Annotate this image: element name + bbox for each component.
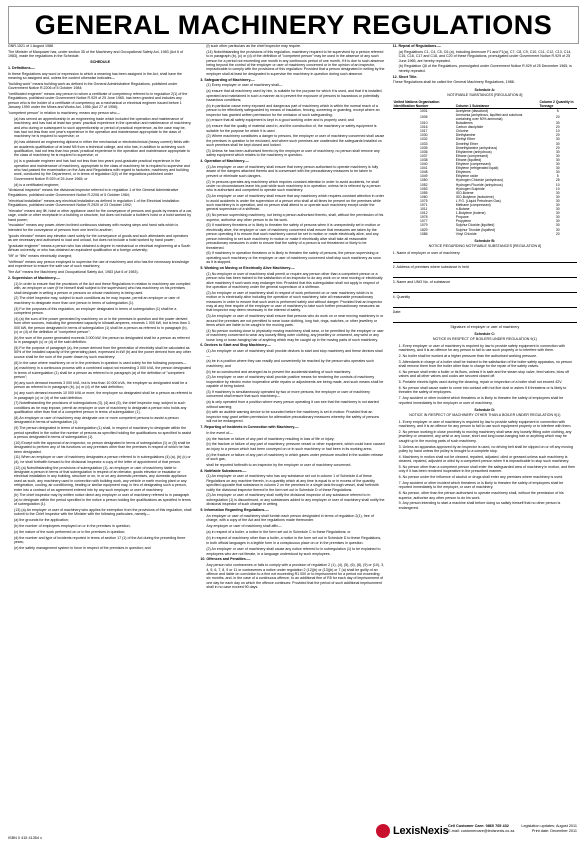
notice-item: 2. No person working in close proximity to moving machinery shall wear any loosely fitting outer clothing, any jewellery or ornament, any wrist or any loose, short and long loose-hanging hair or anything which may be caught up in the moving parts of such machinery. (398, 429, 572, 443)
section-heading: 6. Devices to Start and Stop Machinery.— (200, 343, 271, 348)
quantity-cell: 20 (555, 231, 560, 236)
clause-text: (f) such other particulars as the chief inspector may require. (206, 44, 302, 48)
clause-text: (b) Regulation Q6 of the Regulations, promulgated under Government Notice R.929 of 25 December 1965, is hereby repealed. (398, 64, 572, 73)
clause-text: (c) the nature of the work performed on or in the premises in question; (14, 529, 126, 534)
clause-text: (b) any such demand exceeds 3 000 kVA, but is less than 10 000 kVA, the employer so designated shall be a person as referred to in paragraph (b), (c) or (d) of the said definition; (14, 380, 188, 390)
clause-text: (c) any such demand exceeds 10 000 kVA or more, the employee so designated shall be a person as referred to in paragraph (c) or (d) of the said definition. (14, 391, 193, 400)
substance-cell: L.P.G. (Liquid Petroleum Gas) (455, 198, 501, 203)
clause-text: (13) (a) An employer or user of machinery who applies for exemption from the provisions of this regulation, shall submit to the Chief Inspector with the Minister with the following particulars, namely— (14, 508, 192, 517)
quantity-cell: 30 (555, 227, 560, 232)
substance-cell: Acetylene (dissolved) (455, 108, 489, 113)
substance-cell: Diethylamine (455, 133, 476, 138)
uno-number-cell: 1010 (419, 121, 428, 126)
clause-text: (3) If machinery is simultaneously operated by two or more persons, the employer or user of machinery concerned shall ensure that such machinery— (206, 389, 370, 399)
document-body (8, 44, 577, 820)
substance-cell: Hydrogen Chloride (anhydrous) (455, 178, 504, 183)
substance-cell: Propylene (455, 219, 472, 224)
quantity-cell: 30 (555, 121, 560, 126)
clause-text: (3) An employer or user of machinery shall ensure that persons who do work on or near moving machinery in or around the premises are not permitted to wear loose clothing, long hair, rings, watches, or other jewellery or items which are liable to be caught in the moving parts. (206, 314, 384, 327)
quantity-cell: 30 (555, 207, 560, 212)
substance-cell: Sulphur Dioxide (liquified) (455, 223, 495, 228)
clause-text: (2) In persons operates any machinery which requires constant attention in order to avoid accidents, he shall under no circumstances leave his post while such machinery is in operation, unless he is relieved by a person who is authorised and competent to operate such machinery. (206, 179, 381, 193)
quantity-cell: 30 (555, 166, 560, 171)
clause-text: (4) No person working close to physically moving machinery shall wear, or be permitted by the employer or user of machinery concerned to wear any loosely fitting outer clothing, any jewellery or ornament, any wrist or any loose long or loose-hanging hair of anything which may be caught up in the moving parts of such machinery. (206, 328, 384, 342)
notice-item: 5. Portable electric lights used during the cleaning, repair or inspection of a boiler shall not exceed 42V. (398, 380, 563, 385)
schedule-a-table (393, 100, 577, 236)
clause-text: (1) Every employer or user of machinery shall— (206, 83, 283, 88)
uno-number-cell: 1038 (419, 157, 428, 162)
paragraph: The Minister of Manpower has, under section 35 of the Machinery and Occupational Safety Act, 1983 (Act 6 of 1983), made the regulations in the Schedule. (8, 49, 183, 59)
substance-cell: Ethane (liquified) (455, 157, 482, 162)
form-field-line (393, 271, 577, 278)
schedule-d-title: Schedule D: (474, 407, 496, 412)
quantity-cell: 30 (555, 141, 560, 146)
substance-cell: Dimethyl Ether (455, 141, 479, 146)
schedule-b-subtitle: NOTICE REGARDING NOTIFIABLE SUBSTANCES [REGULATION 8] (428, 244, 542, 249)
column-2 (200, 44, 384, 820)
section-heading: 8. Notifiable Substances.— (200, 468, 247, 473)
clause-text: (4) (a) the sum of the power generated by machinery on or in the premises in question and the power derived from other sources, including the generated capacity in kilowatt-amperes, exceeds 1 000 kW, but is less than 3 000 kW, the person designated in terms of subregulation (1) shall be a person as referred to in paragraph (b), (c) or (d) of the definition of "competent person"; (14, 316, 190, 334)
notice-item: 4. Machinery in motion shall not be cleaned, repaired, adjusted, oiled or greased unless such machinery is cleaned, repaired, adjusted or oiled by a competent person when it is impracticable to stop such machinery. (398, 454, 570, 464)
clause-text: (2) An employer or user of machinery shall cause any notice referred to in subregulation (1) to be explained to employees who are not literate, in a language understood by such employees. (206, 547, 381, 556)
uno-number-cell: 1005 (419, 114, 428, 119)
schedule-b-title: Schedule B: (474, 238, 496, 243)
form-field-label: 3. Name and UNO No. of substance (392, 280, 451, 285)
notice-item: 6. No person under the influence of alcohol or drugs shall enter any premises where machinery is used. (398, 475, 564, 480)
section-heading: 2. Supervision of Machinery.— (8, 275, 61, 280)
paragraph: "certificated engineer" means any person to whom a certificate of competency referred to in regulation 2(1) of the Regulations, published under Government Notice R.929 of 25 June 1965, has been granted and includes any person who is the holder of a certificate of competency as a mechanical or electrical engineer issued before 1 January 1990 under the Mines and Works Act, 1956 (Act 27 of 1956); (8, 92, 188, 110)
clause-text: (6) If machinery in operation threatens or is likely to threaten the safety of persons, the person supervising or operating such machinery or the employer or user of machinery concerned shall stop such machinery as soon as it is stopped. (206, 251, 381, 265)
uno-number-cell: 1037 (419, 153, 428, 158)
clause-text: (d) the number and type of incidents reported in terms of section 17 (1) of the Act during the preceding three years; (14, 535, 186, 545)
quantity-cell: 25 (555, 178, 560, 183)
form-field-label: 2. Address of premises where substance is held (392, 265, 469, 270)
quantity-cell: 30 (555, 198, 560, 203)
uno-number-cell: 1060 (419, 194, 428, 199)
uno-number-cell: 1055 (419, 190, 428, 195)
clause-text: (a) Regulations C1, C4, C5, C6 (a), including Annexure F1 and F1(a), C7, C8, C9, C10, C11, C12, C13, C14, C15, C16, C17 and C18, and C20 of these Regulations, promulgated under Government Notice R.929 of 25 June 1965, are hereby repealed. (398, 49, 572, 63)
substance-cell: Ethane (compressed) (455, 153, 489, 158)
quantity-cell: 30 (555, 211, 560, 216)
substance-cell: Vinyl Chloride (455, 231, 477, 236)
uno-number-cell: 1086 (419, 231, 428, 236)
notice-item: 8. No person, other than the person authorised to operate machinery shall, without the permission of his superior, authorise any other person to do his work. (398, 491, 564, 500)
clause-text: (a) machinery in a continuous process with a combined output not exceeding 3 000 kVA, the person designated in terms of subregulation (1) shall be a person as referred to in paragraph (a) of the definition of "competent person"; (14, 366, 191, 380)
publisher-logo (376, 824, 448, 838)
schedule-c-items (393, 344, 577, 405)
clause-text: Any employer or user of machinery shall affix— (206, 524, 282, 529)
quantity-cell: 20 (555, 133, 560, 138)
paragraph: "escalator" means any power-driven inclined continuous stairway with moving steps and hand rails which is intended for the conveyance of persons from one level to another; (8, 223, 179, 232)
substance-cell: Ethylenes (455, 170, 471, 175)
section-heading: 3. Safeguarding of Machinery.— (200, 77, 255, 82)
quantity-cell: 30 (555, 157, 560, 162)
clause-text: (a) be in a position where they can readily and conveniently be reached by the person who operates such machinery; and (206, 359, 374, 368)
quantity-cell: 30 (555, 219, 560, 224)
schedule-b-form (393, 251, 577, 308)
clause-text: (2) The chief inspector may, subject to such conditions as he may impose, permit an employer or user of machinery to designate more than one person in terms of subregulation (1). (14, 296, 180, 305)
title-band (8, 6, 579, 44)
clause-text: (1) No employer or user of machinery shall permit or require any person other than a competent person or a person who has been trained to the satisfaction of an inspector to do any work on or near moving or electrically alive machinery if such work may endanger him: Provided that this subregulation shall not apply in respect of the operation of machinery under the general supervision of a shiftman. (206, 271, 383, 289)
schedule-a-header-uno: United Nations Organisation Identification Number (393, 100, 455, 109)
clause-text: An employer or user of machinery shall furnish each person designated in terms of regulation 2(1), free of charge, with a copy of the Act and the regulations made thereunder. (206, 513, 374, 523)
substance-cell: Ethylene (compressed) (455, 162, 491, 167)
uno-number-cell: 1040 (419, 162, 428, 167)
uno-number-cell: 1017 (419, 129, 428, 134)
uno-number-cell: 1001 (419, 108, 428, 113)
clause-text: (2) An employer or user of machinery shall notify the divisional inspector of any substance referred to in subregulation (1) is discontinued, or any substances added to any employer or user of machinery shall notify the divisional inspector of such change in writing. (206, 493, 385, 507)
clause-text: (b) the number of employees employed on or in the premises in question; (14, 524, 131, 529)
uno-number-cell: 1079 (419, 223, 428, 228)
form-field-line (393, 286, 577, 293)
substance-cell: ISO-Butylene (isobutene) (455, 194, 494, 199)
legislation-update: Legislation updates: August 2011 (521, 824, 577, 828)
email-label: E-mail: (448, 828, 460, 833)
contact-info (448, 824, 514, 833)
uno-number-cell: 1032 (419, 137, 428, 142)
uno-number-cell: 1050 (419, 178, 428, 183)
paragraph: "shiftman" means any person employed to supervise the use of machinery and who has the necessary knowledge and experience to ensure the safe use of such machinery; (8, 259, 189, 269)
uno-number-cell: 1049 (419, 174, 428, 179)
notice-item: 3. Attendants in charge of a boiler shall be trained to the satisfaction of the boiler safety apparatus, no person shall remove them from the boiler other than in charge for the repair of the safety valves. (398, 359, 572, 369)
signature-line (393, 316, 577, 323)
paragraph: These Regulations shall be called the General Machinery Regulations, 1988. (392, 80, 515, 85)
paragraph: "lift" or "lifts" means electrically charged; (8, 254, 72, 259)
clause-text: (3) Unless he has been authorised thereto by the employer or user of machinery, no person shall remove any safety equipment which relates to the machinery in question. (206, 149, 380, 158)
quantity-cell: 5 (556, 108, 559, 113)
clause-text: (e) the safety management system in force in respect of the premises in question; and (14, 545, 151, 550)
clause-text: (a) has served an apprenticeship in an engineering trade which included the operation and maintenance of machinery, and has had at least two years' practical experience in the operation and maintenance of machinery, and who during or subsequent to such apprenticeship or period of practical experience, as the case may be, has had not less than one year's experience in the operation and maintenance appropriate to the class of machinery he is required to supervise; or (14, 116, 192, 139)
schedule-heading: SCHEDULE (90, 60, 111, 64)
uno-number-cell: 1075 (419, 198, 428, 203)
paragraph: In these Regulations any word or expression to which a meaning has been assigned in the Act, shall have the meaning so assigned and, unless the context otherwise indicates— (8, 71, 183, 80)
clause-text: (a) in respect of a boiler, a notice in the form set out in Schedule C to these Regulations; or (206, 529, 351, 534)
paragraph: "goods elevator" means any elevator used solely for the conveyance of goods and such attendants and operators as are necessary and authorised to load and unload, but does not include a hoist worked by hand power; (8, 233, 189, 243)
contact-email[interactable]: customercare@lexisnexis.co.za (460, 828, 515, 833)
schedule-d-subtitle: NOTICE IN RESPECT OF MACHINERY OTHER THAN A BOILER UNDER REGULATION 9(1) (409, 413, 561, 418)
notice-item: 6. No person shall cause water to come into contact with hot flue dust or ashes if it threatens or is likely to threaten the safety of employees. (398, 385, 567, 395)
notice-item: 2. No boiler shall be worked at a higher pressure than the authorised working pressure. (398, 353, 538, 358)
clause-text: (b) has obtained an engineering diploma in either the mechanical or electrotechnical (heavy current) fields with an academic qualification of at least N5 from a technical college, and who has, in addition to achieving such qualification, had not less than two years' practical experience in the operation and maintenance appropriate to the class of machinery he is required to supervise; or (14, 140, 190, 158)
clause-text: (b) the sum of the power generated exceeds 3 000 kW, the person so designated shall be a person as referred to in paragraph (c) or (d) of the said definition. (14, 335, 190, 345)
paragraph: "electrical installation" means any electrical installation as defined in regulation 1 of the Electrical Installation Regulations, published under Government Notice R.2920 of 23 October 1992; (8, 198, 180, 208)
notice-item: 3. Unless an apparatus approved by an inspector is used, no driving belt shall be slipped on or off any moving pulley by hand unless the pulley is brought to a complete stop. (398, 444, 573, 453)
uno-number-cell: 1077 (419, 219, 428, 224)
uno-number-cell: 1971 (419, 202, 428, 207)
substance-cell: Ethylene (refrigerated liquid) (455, 166, 499, 171)
paragraph: GNR.1521 of 1 August 1988 (8, 44, 53, 48)
clause-text: (3) For the purposes of this regulation, an employer designated in terms of subregulation (1) shall be a competent person. (14, 306, 177, 315)
clause-text: (c) is a graduate engineer and has had not less than two years' post-graduate practical experience in the operation and maintenance of machinery, appropriate to the class of machinery he is required to supervise and who had passed the examination on the Acts and Regulations with regard to factories, machinery and building work, conducted by the Department, or in terms of regulation 2(4) of the regulations published under Government Notice R.929 of 25 June 1965; or (14, 159, 190, 181)
substance-cell: Dimethylamine (anhydrous) (455, 145, 498, 150)
paragraph: "the Act" means the Machinery and Occupational Safety Act, 1983 (Act 6 of 1983). (8, 270, 139, 275)
document-title: GENERAL MACHINERY REGULATIONS (34, 9, 553, 40)
column-1 (8, 44, 192, 820)
section-heading: 4. Operation of Machinery.— (200, 159, 249, 164)
clause-text: (a) ensure that all machinery used by him, is suitable for the purpose for which it is used, and that it is installed, operated and maintained in such a manner as to prevent the exposure of persons to hazardous or potentially hazardous conditions; (206, 89, 383, 103)
quantity-cell: 30 (555, 194, 560, 199)
clause-text: (d) is a certificated engineer; (14, 182, 60, 187)
form-field-label: 1. Name of employer or user of machinery (392, 250, 460, 255)
clause-text: (a) the fracture or failure of any part of machinery resulting in loss of life or injury; (206, 436, 335, 441)
section-heading: 11. Repeal of Regulations.— (392, 44, 441, 48)
substance-cell: Ethylamine (anhydrous) (455, 149, 492, 154)
uno-number-cell: 1012 (419, 211, 428, 216)
clause-text: (1) In order to ensure that the provisions of the Act and these Regulations in relation to machinery are complied with, an employer or user (if he himself shall subject to the supervision) who has machinery on his premises shall designate in writing a person or persons on whose machinery is being used. (14, 281, 191, 295)
paragraph: "building work" means building work as defined in the General Administrative Regulations, published under Government Notice R.2206 of 5 October 1984; (8, 81, 178, 91)
clause-text: (5) If machinery threatens or is likely to threaten the safety of persons when it is unexpectedly set in motion or electrically alive, the employer or user of machinery concerned shall ensure that measures are taken by the person operating it to ensure that such machinery cannot be set in motion or made electrically alive, and any person intending to set such machinery in motion or make it electrically alive shall take all reasonable precautionary measures in order to ensure that the safety of a person is not threatened or likely to be threatened. (206, 223, 381, 250)
clause-text: (1) An employer or user of machinery shall provide devices to start and stop machinery and these devices shall— (206, 349, 383, 358)
quantity-cell: 10 (555, 182, 560, 187)
form-field-line (393, 301, 577, 308)
notice-item: 4. No person shall enter a boiler or its flues, unless it is safe and the steam stop valve, feed valves, blow off valves and all other valves and cocks are secured closed off. (398, 369, 569, 379)
uno-number-cell: 1033 (419, 141, 428, 146)
substance-cell: Butadienes (455, 121, 473, 126)
clause-text: In the event of— (206, 430, 233, 435)
column-3 (393, 44, 577, 820)
uno-number-cell: 1978 (419, 215, 428, 220)
substance-cell: Methane (compressed) (455, 202, 491, 207)
quantity-cell: 30 (555, 170, 560, 175)
form-field-label: 4. Quantity (392, 294, 411, 299)
schedule-a-subtitle: NOTIFIABLE SUBSTANCES [REGULATION 8] (447, 93, 523, 98)
repeal-and-short-title (393, 44, 577, 85)
substance-cell: Hydrogen Sulphide (455, 186, 485, 191)
clause-text: (14) Notwithstanding the provisions of this regulation, machinery required to be supervised by a person referred to in paragraph (b), (c) or (d) of the definition of "competent person" may be used in the absence of any such person for a period not exceeding one month in any continuous period of one month, if it is due to such absence being beyond the control of the employer or user of machinery concerned or in the opinion of an inspector, impracticable to comply with the provisions of this regulation: Provided that a person designated in writing by the employer shall at least be designated to supervise the machinery in question during such absence. (206, 49, 385, 76)
schedule-a-header-quantity: Column 2 Quantity in Tonnage (538, 100, 577, 109)
clause-text: (6) In the case where machinery on or in the premises in question is used solely for the following purposes— (14, 360, 187, 365)
clause-text: in both official languages in a legible form in a conspicuous place on or in the premises in question. (206, 541, 364, 546)
publisher-name: LexisNexis (393, 825, 449, 837)
quantity-cell: 30 (555, 215, 560, 220)
uno-number-cell: 1035 (419, 145, 428, 150)
clause-text: (d) ensure that the quality of material used in, and the construction of, the machinery or safety equipment is suitable for the purpose for which it is used. (206, 124, 377, 133)
schedule-c-title: Schedule C: (474, 331, 496, 336)
isbn-text: ISBN 0 415 41354 x (8, 836, 42, 840)
quantity-cell: 10 (555, 186, 560, 191)
clause-text: (5) For the purpose of paragraph (a), the power derived from the generation of electricity shall be calculated as 50% of the installed capacity of the generating plant, expressed in kW (b) and the power derived from any other source shall be the sum of the power drawn by such machinery. (14, 345, 191, 359)
clause-text: (b) the fracture or failure of any part of machinery, pressure vessel or other equipment, which could have caused an injury to a person which had been conveyed on or in such machinery or had been in its working area; (206, 442, 385, 451)
clause-text: Any person who contravenes or fails to comply with a provision of regulation 2 (1), (4), (5), (6), (8), (9) or (10), 3, 4, 5, 6, 7, 8, 9 or 11 or contravenes a notice under regulation 2 (12)(b) or (13)(b) or 7 (a) shall be guilty of an offence and liable on conviction to a fine not exceeding R1 000 or to imprisonment for a period not exceeding six months, and, in the case of a continuous offence, to an additional fine of R5 for each day of imprisonment of one day for each day on which the offence continues: Provided that the period of such additional imprisonment shall in no case exceed 90 days. (206, 563, 385, 590)
lexisnexis-logo-icon (376, 824, 390, 838)
contact-phone: 0860 765 432 (485, 824, 509, 828)
quantity-cell: 30 (555, 162, 560, 167)
clause-text: (4) No person supervising machinery, not being a person authorised thereto, shall, without the permission of his superior, authorise any other person to do his work. (206, 213, 384, 222)
quantity-cell: 5 (556, 174, 559, 179)
uno-number-cell: 1052 (419, 182, 428, 187)
uno-number-cell: 1829 (419, 227, 428, 232)
uno-number-cell: 1053 (419, 186, 428, 191)
footer (8, 822, 577, 842)
notice-item: 7. Any accident or other incident which threatens or is likely to threaten the safety of employees shall be reported immediately to the employer or user of machinery. (398, 396, 564, 405)
schedule-d-items (393, 420, 577, 510)
section-heading: 12. Short Title. (392, 74, 418, 79)
print-date: Print date: December 2011 (531, 828, 577, 833)
schedule-c-subtitle: NOTICE IN RESPECT OF BOILERS UNDER REGULATION 9(1) (432, 337, 537, 342)
notice-item: 9. Any person intending to start a machine shall before doing so satisfy himself that no other person is endangered. (398, 501, 561, 510)
quantity-cell: 30 (555, 137, 560, 142)
table-row (393, 232, 577, 236)
notice-item: 1. Every employer or user of machinery is required by law to provide safety equipment in connection with machinery, and it is an offence for any person to fail to use such property or to interfere with them. (398, 343, 566, 353)
table-row (393, 113, 577, 121)
quantity-cell: 30 (555, 149, 560, 154)
clause-text: (b) in respect of machinery other than a boiler, a notice in the form set out in Schedule D to these Regulations, (206, 535, 382, 540)
schedule-a-rows (393, 108, 577, 235)
clause-text: (7) Notwithstanding the provisions of subregulations (3), (4) and (5), the chief inspector may, subject to such conditions as he may impose, permit an employer or user of machinery to designate a person who holds any qualification other than that of a competent person in terms of subregulation (1). (14, 401, 187, 415)
uno-number-cell: 1048 (419, 170, 428, 175)
notice-item: 1. Every employer or user of machinery is required by law to provide safety equipment in connection with machinery, and it is an offence for any person to fail to use such equipment properly or to interfere with them. (398, 419, 572, 429)
section-heading: 10. Offences and Penalties.— (200, 557, 251, 562)
substance-cell: Carbon disulphide (455, 125, 484, 130)
clause-text: (9) The person designated in terms of subregulation (1) shall, in respect of machinery to designate within the period specified in the notice the number of persons as specified holding the qualifications so specified to assist a person designated in terms of subregulation (1). (14, 426, 191, 439)
substance-cell: ISO-Butene (455, 190, 474, 195)
clause-text: (b) in particular cause every exposed and dangerous part of machinery which is within the normal reach of a person to be effectively safeguarded by means of insulation, fencing, screening or guarding, except where an inspector has granted written permission for the omission of such safeguarding; (206, 103, 380, 117)
quantity-cell: 30 (555, 223, 560, 228)
substance-cell: Chlorine (455, 129, 469, 134)
clause-text: (2) Where machinery constitutes a danger to persons, the employer or user of machinery concerned shall cause the premises in question to be enclosed, and where such premises are unattended the safeguards installed on such premises shall be kept closed and locked. (206, 134, 385, 148)
clause-text: shall be reported forthwith to an inspector by the employer or user of machinery concerned. (206, 462, 352, 467)
substance-cell: Sulphur Trioxide (liquified) (455, 227, 495, 232)
schedule-b-date: Date: (392, 309, 402, 314)
substance-cell: Ammonia (anhydrous, liquified and solutions containing over 50% ammonia) (455, 112, 523, 121)
clause-text: (11) When an employer or user of machinery designates a person referred to in subregulations (4) (a), (b) (c) or (d), he shall forthwith forward to the divisional inspector a copy of the letter of appointment of that person. (14, 455, 191, 464)
clause-text: (10) Except with the approval of an inspector, no person designated in terms of subregulation (1) or (8) shall be designated to perform any of his functions on any premises other than the premises in respect of which he has been designated. (14, 440, 191, 454)
quantity-cell: 20 (555, 145, 560, 150)
substance-cell: Propane (455, 215, 469, 220)
section-heading: 1. Definitions.— (8, 65, 36, 70)
form-field-line (393, 256, 577, 263)
quantity-cell: 30 (555, 202, 560, 207)
clause-text: (b) be so constructed and arranged as to prevent the accidental starting of such machinery. (206, 369, 352, 374)
section-heading: 7. Reporting of Incidents in Connection with Machinery.— (200, 425, 299, 429)
quantity-cell: 30 (555, 153, 560, 158)
clause-text: (1) An employer or user of machinery who has any substance set out in column 1 of Schedule A of these Regulations on any machine therein, in a quantity which at any time is equal to or in excess of the quantity specified opposite that substance in column 2 on the premises in a single tank through vessel, shall forthwith notify the divisional inspector thereof in the form set out in Schedule D of these Regulations. (206, 474, 379, 492)
uno-number-cell: 1011 (420, 207, 428, 212)
schedule-a-header-substance: Column 1 Substance (455, 100, 539, 109)
clause-text: (a) the grounds for the application; (14, 518, 69, 523)
uno-number-cell: 1030 (419, 133, 428, 138)
uno-number-cell: 1036 (419, 149, 428, 154)
clause-text: (c) ensure that all safety equipment is kept in a good working order and is properly used; and (206, 118, 354, 123)
clause-text: (2) An employer or user of machinery shall in respect of work performed on or near machinery which is in motion or is electrically alive including the operation of such machinery, take all reasonable precautionary measures in order to ensure that such work is performed safely and without danger: Provided that an inspector may at any time require of the employer or user of machinery to take such further precautionary measures as that inspector may deem necessary in the interest of safety. (206, 290, 383, 313)
clause-text: (3) An employer or user of machinery shall ensure that any machinery which requires constant attention in order to avoid accidents is under the supervision of a person who shall at all times be present on the premises while such machinery is in operation, and no person shall attend to or operate such machinery except under the general supervision of a shiftman. (206, 194, 384, 212)
notice-item: 5. No person other than a competent person shall enter the safeguarded area of machinery in motion, and then only if it has been rendered inoperative in the prescribed manner. (398, 464, 576, 474)
publication-info (521, 824, 577, 833)
clause-text: (b) The chief inspector may by written notice direct any employer or user of machinery referred to in paragraph (a) to designate within the period specified in the notice a person holding the qualifications as specified in terms of subregulation (1). (14, 493, 191, 507)
quantity-cell: 30 (555, 190, 560, 195)
clause-text: (2) An employer or user of machinery shall provide positive means for rendering the controls of machinery inoperative by electric motor inoperative while repairs or adjustments are being made, and such means shall be capable of being locked. (206, 375, 384, 389)
paragraph: "elevator" means any lift, hoist or other appliance used for the conveyance of persons and goods by means of a car, cage, cradle or other receptacle in a building or structure, but does not include a builder's hoist or a hoist worked by hand power; (8, 208, 192, 222)
substance-cell: 1-Butylene (butene) (455, 211, 486, 216)
contact-label: Cell Customer Care: (448, 824, 485, 828)
section-heading: 5. Working on Moving or Electrically Alive Machinery.— (200, 265, 295, 270)
quantity-cell: 10 (555, 129, 560, 134)
clause-text: (b) with an audible warning device to be sounded before the machinery is set in motion: Provided that an inspector may grant written permission for alternative precautionary measures whereby the safety of persons will not be endangered. (206, 410, 380, 424)
clause-text: (8) An employer or user of machinery may designate one or more competent persons to assist a person designated in terms of subregulation (1). (14, 415, 179, 425)
uno-number-cell: 1016 (419, 125, 428, 130)
quantity-cell: 20 (555, 125, 560, 130)
substance-cell: Diethyl Ether (455, 137, 476, 142)
paragraph: "divisional inspector" means the divisional inspector referred to in regulation 1 of the General Administrative Regulations, published under Government Notice R.2206 of 5 October 1984; (8, 188, 179, 197)
uno-number-cell: 1041 (419, 166, 428, 171)
schedule-b-signature: Signature of employer or user of machinery (450, 324, 520, 329)
notice-item: 7. Any accident or other incident which threatens or is likely to threaten the safety of employees shall be reported immediately to the employer, or user of machinery. (398, 480, 564, 490)
substance-cell: Hydrogen Fluoride (anhydrous) (455, 182, 503, 187)
section-heading: 9. Information Regarding Regulations.— (200, 508, 270, 513)
quantity-cell: 20 (555, 114, 560, 119)
substance-cell: n-Butane (455, 207, 470, 212)
paragraph: "graduate engineer" means a person who has obtained a degree in mechanical or electrical engineering at a South African university, or who has obtained an equivalent qualification at a foreign university; (8, 243, 191, 253)
paragraph: "competent person" in relation to machinery, means any person who— (8, 111, 120, 116)
substance-cell: Ethylene oxide (455, 174, 479, 179)
clause-text: (a) is only operated from a position where every person operating it can see that the machinery is not started without warning; (206, 400, 379, 409)
schedule-a-title: Schedule A: (474, 87, 496, 92)
clause-text: (12) (a) Notwithstanding the provisions of subregulation (1), an employer or user of machinery liable to designate a person in terms of that subregulation in respect of an elevator, goods elevator or escalator or electrical installation in any building, structure or on, in or on any domestic premises, any domestic appliance used as such, any machinery used in connection with building work, any vehicle or earth moving plant or any refrigeration, cooling, air conditioning, heating or similar equipment may, in lieu of designating such a person, enter into a contract of an agreement entered into by any such employer or user of machinery. (14, 465, 187, 492)
clause-text: (1) An employer or user of machinery shall ensure that every person authorised to operate machinery is fully aware of the dangers attached thereto and is conversant with the precautionary measures to be taken to prevent or eliminate such dangers. (206, 165, 379, 178)
clause-text: (c) the fracture or failure of any part of machinery in which gases under pressure resulted in the sudden release of such gas, (206, 452, 384, 461)
